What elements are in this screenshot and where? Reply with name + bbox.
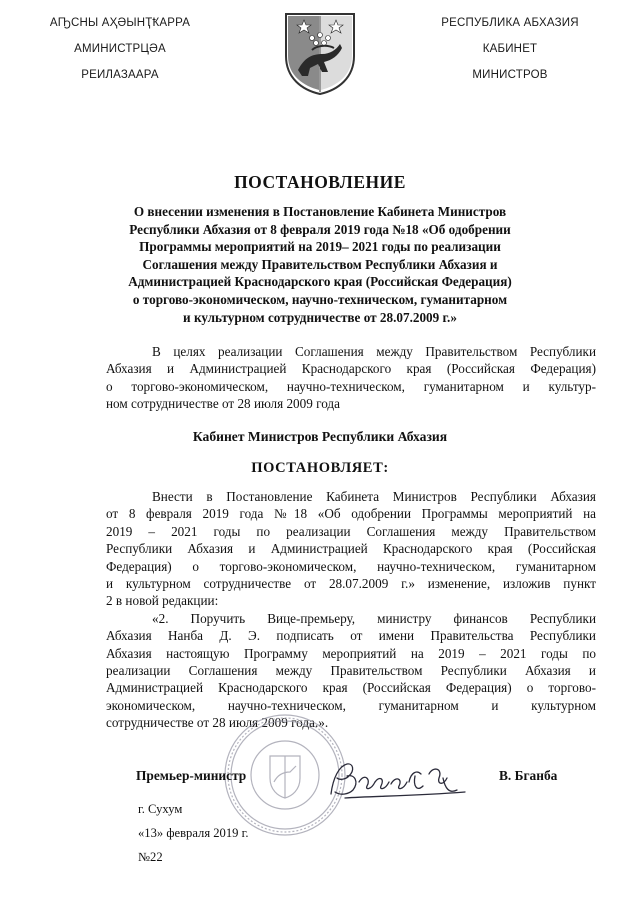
body-line: реализации Соглашения между Правительством Республики Абхазия и: [106, 662, 596, 678]
footer-date: «13» февраля 2019 г.: [138, 826, 249, 840]
body-line: от 8 февраля 2019 года №18 «Об одобрении Программы мероприятий на: [106, 506, 596, 522]
footer-number: №22: [138, 850, 163, 864]
intro-line: о торгово-экономическом, научно-техническом, гуманитарном и культур-: [106, 378, 596, 394]
body-paragraph: [106, 488, 596, 731]
intro-line: ном сотрудничестве от 28 июля 2009 года: [106, 396, 340, 412]
body-line: и культурном сотрудничестве от 28.07.2009 г.» изменение, изложив пункт: [106, 575, 596, 591]
title-line: О внесении изменения в Постановление Кабинета Министров: [133, 204, 507, 219]
body-line: Абхазия настоящую Программу мероприятий на 2019 – 2021 годы по: [106, 645, 596, 661]
intro-paragraph: [106, 343, 596, 413]
body-line: 2 в новой редакции:: [106, 593, 219, 609]
header-right-block: [410, 10, 610, 88]
signatory-role: Премьер-министр: [136, 768, 247, 783]
header-left-line-2: АМИНИСТРЦӘА: [74, 43, 166, 55]
header-right-line-1: РЕСПУБЛИКА АБХАЗИЯ: [441, 17, 579, 29]
issuing-body: Кабинет Министров Республики Абхазия: [192, 429, 448, 444]
intro-line: Абхазия и Администрацией Краснодарского края (Российская Федерация): [106, 361, 596, 377]
body-line: «2. Поручить Вице-премьеру, министру финансов Республики: [152, 610, 596, 626]
header-left-line-1: АҦСНЫ АҲӘЫНҬҞАРРА: [49, 17, 191, 29]
body-line: 2019 – 2021 годы по реализации Соглашения между Правительством: [106, 523, 596, 539]
header-right-line-2: КАБИНЕТ: [482, 43, 538, 55]
signatory-name: В. Бганба: [499, 768, 558, 783]
title-line: Программы мероприятий на 2019– 2021 годы по реализации: [139, 239, 501, 255]
title-line: Соглашения между Правительством Республики Абхазия и: [142, 256, 498, 272]
document-type: ПОСТАНОВЛЕНИЕ: [234, 172, 406, 192]
body-line: экономическом, научно-техническом, гуманитарном и культурном: [106, 697, 596, 713]
handwritten-signature-icon: [325, 752, 475, 807]
coat-of-arms-icon: [282, 10, 358, 96]
title-line: о торгово-экономическом, научно-техническом, гуманитарном: [132, 291, 508, 307]
body-line: Республики Абхазия и Администрацией Краснодарского края (Российская: [106, 541, 596, 557]
title-line: Республики Абхазия от 8 февраля 2019 года №18 «Об одобрении: [129, 221, 511, 237]
header-left-block: [20, 10, 220, 88]
body-line: сотрудничестве от 28 июля 2009 года.».: [106, 715, 329, 731]
intro-line: В целях реализации Соглашения между Правительством Республики: [152, 344, 596, 359]
document-title: [60, 203, 580, 326]
header-right-line-3: МИНИСТРОВ: [472, 69, 548, 81]
body-line: Федерация) о торгово-экономическом, научно-техническом, гуманитарном: [106, 558, 596, 574]
decree-heading: ПОСТАНОВЛЯЕТ:: [251, 460, 389, 476]
footer-city: г. Сухум: [138, 802, 183, 816]
title-line: Администрацией Краснодарского края (Российская Федерация): [128, 274, 512, 290]
title-line: и культурном сотрудничестве от 28.07.2009 г.»: [183, 309, 457, 325]
body-line: Администрацией Краснодарского края (Российская Федерация) о торгово-: [106, 680, 596, 696]
body-line: Абхазия Нанба Д. Э. подписать от имени Правительства Республики: [106, 628, 596, 644]
body-line: Внести в Постановление Кабинета Министров Республики Абхазия: [152, 489, 596, 504]
header-left-line-3: РЕИЛАЗААРА: [81, 69, 159, 81]
